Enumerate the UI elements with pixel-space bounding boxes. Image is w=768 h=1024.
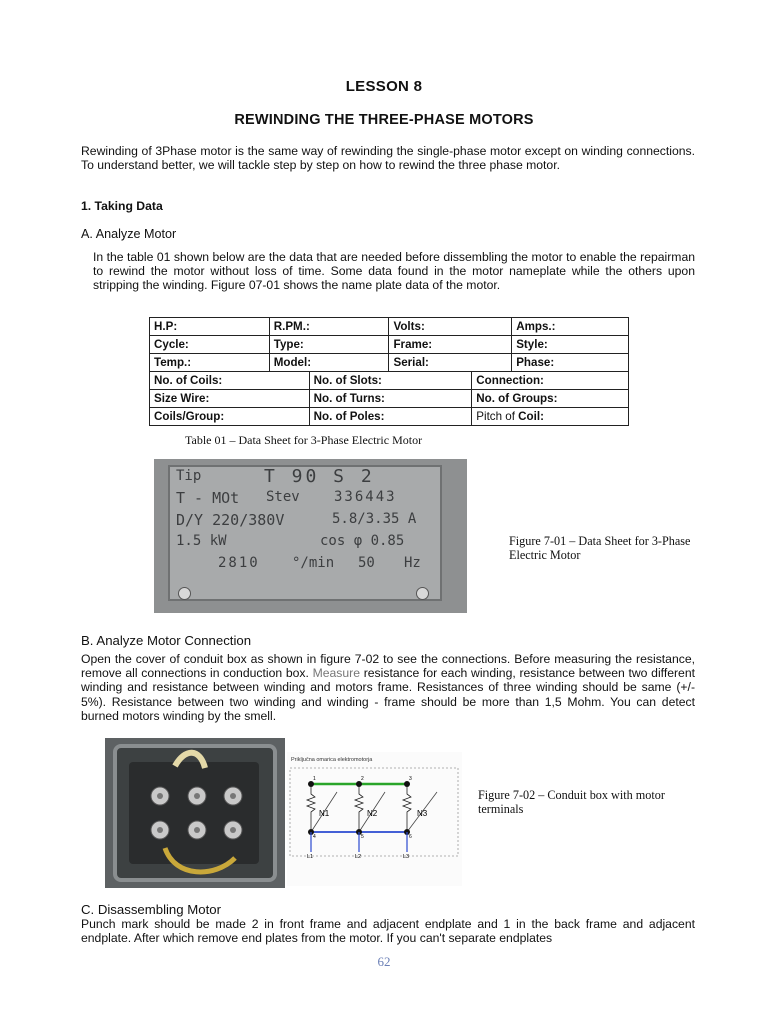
table-cell: Model: xyxy=(269,354,389,372)
section-heading-taking-data: 1. Taking Data xyxy=(81,199,163,213)
nameplate-photo xyxy=(154,459,467,613)
table-cell: R.PM.: xyxy=(269,318,389,336)
diagram-title: Priključna omarica elektromotorja xyxy=(291,757,373,763)
lesson-number: LESSON 8 xyxy=(345,78,423,95)
terminal-label: 2 xyxy=(361,776,364,782)
subheading-disassembling: C. Disassembling Motor xyxy=(81,902,221,917)
terminal-wiring-schematic xyxy=(287,752,462,886)
pitch-label: Coil: xyxy=(518,410,544,423)
winding-label: N3 xyxy=(417,809,428,818)
winding-label: N1 xyxy=(319,809,330,818)
table-cell: Volts: xyxy=(389,318,512,336)
pitch-prefix: Pitch of xyxy=(476,410,519,423)
plate-text: 5.8/3.35 A xyxy=(332,511,417,527)
table-row xyxy=(150,408,629,426)
data-sheet-table-top xyxy=(149,317,629,372)
table-cell xyxy=(472,408,629,426)
figure-caption-1: Figure 7-01 – Data Sheet for 3-Phase Electric Motor xyxy=(509,534,691,562)
plate-text: D/Y 220/380V xyxy=(176,511,285,529)
plate-text: 2810 xyxy=(218,555,260,571)
page-number: 62 xyxy=(377,954,391,969)
screw-icon xyxy=(178,587,191,600)
table-cell: Temp.: xyxy=(150,354,270,372)
plate-text: 50 xyxy=(358,555,375,571)
subheading-analyze-motor: A. Analyze Motor xyxy=(81,227,177,241)
table-cell: No. of Slots: xyxy=(309,372,472,390)
table-cell: Style: xyxy=(512,336,629,354)
table-cell: No. of Poles: xyxy=(309,408,472,426)
plate-text: Stev xyxy=(266,489,300,505)
terminal-label: 4 xyxy=(313,834,316,840)
data-sheet xyxy=(149,317,629,426)
line-label: L1 xyxy=(307,854,314,860)
plate-text: 1.5 kW xyxy=(176,533,227,549)
plate-text: T - MOt xyxy=(176,489,240,507)
measure-word: Measure xyxy=(312,666,361,681)
table-cell: No. of Turns: xyxy=(309,390,472,408)
analyze-connection-paragraph xyxy=(81,652,695,723)
terminal-label: 5 xyxy=(361,834,364,840)
plate-text: T 90 S 2 xyxy=(264,466,375,487)
plate-text: °/min xyxy=(292,555,335,571)
winding-label: N2 xyxy=(367,809,378,818)
table-cell: Phase: xyxy=(512,354,629,372)
line-label: L2 xyxy=(355,854,362,860)
disassembling-paragraph: Punch mark should be made 2 in front frame and adjacent endplate and 1 in the back frame and adjacent endplate. After which remove end plates from the motor. If you can't separate endplates xyxy=(81,917,695,946)
table-cell: Coils/Group: xyxy=(150,408,310,426)
table-caption: Table 01 – Data Sheet for 3-Phase Electric Motor xyxy=(185,433,423,447)
terminal-label: 3 xyxy=(409,776,412,782)
table-row xyxy=(150,336,629,354)
table-cell: Size Wire: xyxy=(150,390,310,408)
page-title: REWINDING THE THREE-PHASE MOTORS xyxy=(234,112,534,128)
conduit-box-photo xyxy=(105,738,285,888)
terminal-label: 6 xyxy=(409,834,412,840)
figure-caption-2: Figure 7-02 – Conduit box with motor terminals xyxy=(478,788,665,816)
line-label: L3 xyxy=(403,854,410,860)
analyze-motor-paragraph: In the table 01 shown below are the data that are needed before dissembling the motor to enable the repairman to rewind the motor without loss of time. Some data found in the motor nameplate while the others upon stripping the winding. Figure 07-01 shows the name plate data of the motor. xyxy=(93,250,695,293)
table-cell: H.P: xyxy=(150,318,270,336)
table-cell: Connection: xyxy=(472,372,629,390)
table-cell: Cycle: xyxy=(150,336,270,354)
table-row xyxy=(150,354,629,372)
terminal-label: 1 xyxy=(313,776,316,782)
data-sheet-table-bottom xyxy=(149,371,629,426)
table-cell: No. of Coils: xyxy=(150,372,310,390)
table-row xyxy=(150,318,629,336)
table-cell: Type: xyxy=(269,336,389,354)
plate-text: cos φ 0.85 xyxy=(320,533,405,549)
paragraph-text: resistance for each winding, resistance between two different winding and resistance between winding and motors frame. Resistances of three winding should be same (+/- 5%). Resistance between two winding and winding - frame should be more than 1,5 Mohm. You can detect burned motors winding by the smell. xyxy=(81,666,695,723)
table-row xyxy=(150,390,629,408)
table-cell: Serial: xyxy=(389,354,512,372)
screw-icon xyxy=(416,587,429,600)
paragraph-text: Open the cover of conduit box as shown in figure 7-02 to see the connections. Before measuring the resistance, remove all connections in conduction box. xyxy=(81,652,695,681)
table-row xyxy=(150,372,629,390)
plate-text: Tip xyxy=(176,468,202,484)
wiring-diagram xyxy=(287,752,462,886)
intro-paragraph: Rewinding of 3Phase motor is the same way of rewinding the single-phase motor except on winding connections. To understand better, we will tackle step by step on how to rewind the three phase motor. xyxy=(81,144,695,173)
table-cell: Amps.: xyxy=(512,318,629,336)
plate-text: Hz xyxy=(404,555,421,571)
plate-text: 336443 xyxy=(334,489,397,505)
table-cell: No. of Groups: xyxy=(472,390,629,408)
table-cell: Frame: xyxy=(389,336,512,354)
subheading-analyze-connection: B. Analyze Motor Connection xyxy=(81,633,252,648)
conduit-box-illustration xyxy=(105,738,285,888)
